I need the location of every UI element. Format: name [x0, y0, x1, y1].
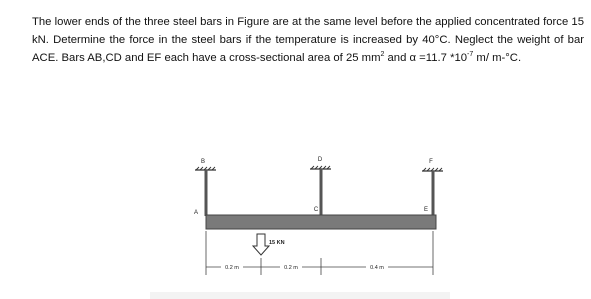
support-D: [310, 166, 331, 169]
area-exponent: 2: [380, 51, 385, 59]
dimension-2: 0.2 m: [284, 265, 298, 271]
load-arrow: [253, 234, 269, 255]
problem-text-part2: and α =11.7 *10: [384, 52, 468, 64]
label-D: D: [317, 157, 323, 163]
problem-text-part1: The lower ends of the three steel bars in Figure are at the same level before the applied concentrated force 15 kN. Determine the force in the steel bars if the temperature is increased by 40°C. Neglect the weight of bar ACE. Bars AB,CD and EF each have a cross-sectional area of 25 mm: [32, 16, 584, 64]
label-F: F: [429, 159, 433, 165]
support-B: [195, 167, 216, 170]
support-F: [422, 168, 443, 171]
label-B: B: [200, 159, 206, 165]
rigid-bar-ACE: [206, 215, 436, 229]
dimension-1: 0.2 m: [225, 265, 239, 271]
bottom-fade: [150, 292, 450, 299]
load-label: 15 KN: [269, 240, 285, 246]
dimension-3: 0.4 m: [370, 265, 384, 271]
label-A: A: [193, 210, 199, 216]
label-C: C: [313, 207, 319, 213]
label-E: E: [423, 207, 429, 213]
alpha-exponent: -7: [467, 51, 474, 59]
problem-text-part3: m/ m-°C.: [473, 52, 522, 64]
